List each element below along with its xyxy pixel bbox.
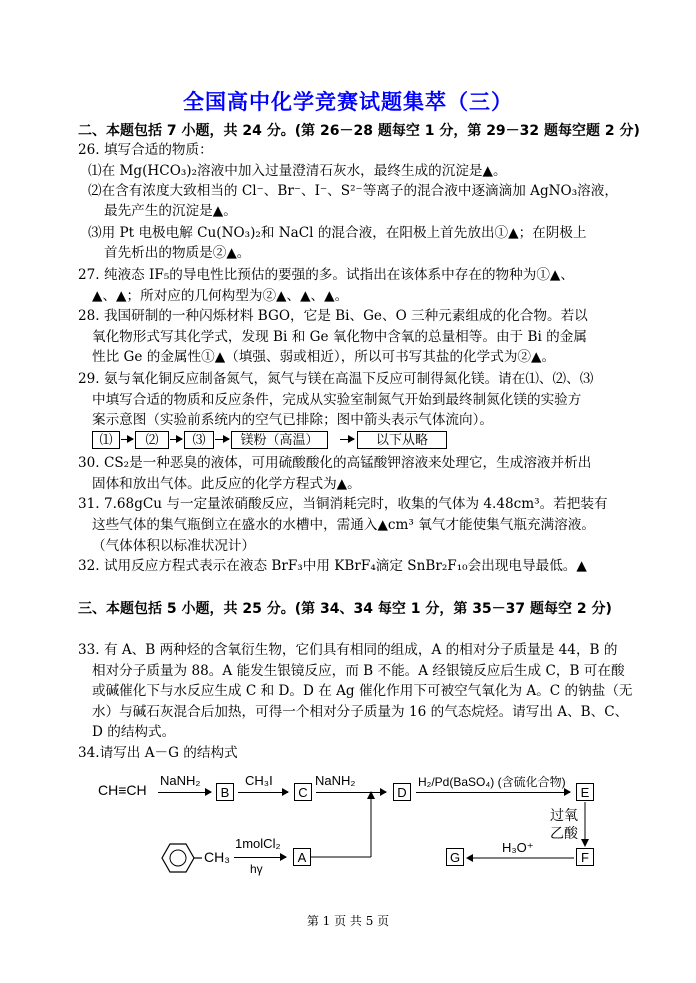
flow-arrow-1 — [121, 439, 133, 440]
page-title: 全国高中化学竞赛试题集萃（三） — [183, 90, 513, 114]
q29-line-3: 案示意图（实验前系统内的空气已排除；图中箭头表示气体流向）。 — [92, 412, 494, 428]
compound-a-box: A — [293, 848, 311, 866]
q30-line-1: 30. CS₂是一种恶臭的液体，可用硫酸酸化的高锰酸钾溶液来处理它，生成溶液并析出 — [78, 455, 592, 471]
section-2-header: 二、本题包括 7 小题，共 24 分。(第 26－28 题每空 1 分，第 29－32 题每空题 2 分) — [78, 123, 640, 139]
reagent-peracetic-2: 乙酸 — [550, 825, 578, 841]
q33-line-4: 水）与碱石灰混合后加热，可得一个相对分子质量为 16 的气态烷烃。请写出 A、B、C、 — [92, 704, 629, 720]
q28-line-2: 氧化物形式写其化学式，发现 Bi 和 Ge 氧化物中含氧的总量相等。由于 Bi 的金属 — [92, 329, 587, 345]
arrow-to-g — [466, 852, 576, 864]
flow-box-2: ⑵ — [135, 431, 169, 449]
q27-line-2: ▲、▲；所对应的几何构型为②▲、▲、▲。 — [92, 288, 349, 304]
flow-arrow-4 — [340, 439, 354, 440]
q31-line-3: （气体体积以标准状况计） — [92, 538, 256, 554]
compound-g-box: G — [446, 848, 464, 866]
reagent-lindlar: H₂/Pd(BaSO₄) (含硫化合物) — [418, 775, 566, 789]
q29-line-1: 29. 氨与氧化铜反应制备氮气，氮气与镁在高温下反应可制得氮化镁。请在⑴、⑵、⑶ — [78, 371, 594, 387]
arrow-to-b — [158, 792, 211, 793]
arrow-to-c — [238, 792, 288, 793]
flow-arrow-2 — [170, 439, 182, 440]
q26-line-3: ⑵在含有浓度大致相当的 Cl⁻、Br⁻、I⁻、S²⁻等离子的混合液中逐滴滴加 AgNO₃溶液， — [88, 183, 618, 199]
q28-line-1: 28. 我国研制的一种闪烁材料 BGO，它是 Bi、Ge、O 三种元素组成的化合物。若以 — [78, 308, 588, 324]
q31-line-1: 31. 7.68gCu 与一定量浓硝酸反应，当铜消耗完时，收集的气体为 4.48cm³。若把装有 — [78, 496, 608, 512]
flow-box-magnesium: 镁粉（高温） — [231, 431, 328, 449]
reagent-nanh2-1: NaNH₂ — [160, 773, 201, 788]
flow-box-1: ⑴ — [92, 431, 120, 449]
section-3-header: 三、本题包括 5 小题，共 25 分。(第 34、34 每空 1 分，第 35－37 题每空 2 分) — [78, 601, 612, 617]
q33-line-5: D 的结构式。 — [92, 724, 176, 740]
arrow-to-a — [234, 857, 286, 858]
q26-line-4: 最先产生的沉淀是▲。 — [104, 203, 237, 219]
flow-box-rest: 以下从略 — [357, 431, 447, 449]
compound-d-box: D — [393, 783, 411, 801]
q31-line-2: 这些气体的集气瓶倒立在盛水的水槽中，需通入▲cm³ 氧气才能使集气瓶充满溶液。 — [92, 517, 595, 533]
arrow-to-f — [579, 802, 591, 848]
q26-line-1: 26. 填写合适的物质： — [78, 142, 213, 158]
q34-line-1: 34.请写出 A－G 的结构式 — [78, 745, 238, 761]
arrow-a-to-d — [311, 786, 381, 862]
acetylene-label: CH≡CH — [98, 782, 147, 798]
compound-e-box: E — [576, 783, 594, 801]
compound-b-box: B — [216, 783, 234, 801]
reagent-cl2: 1molCl₂ — [235, 836, 281, 851]
q33-line-2: 相对分子质量为 88。A 能发生银镜反应，而 B 不能。A 经银镜反应后生成 C，B 可在酸 — [92, 663, 625, 679]
q33-line-3: 或碱催化下与水反应生成 C 和 D。D 在 Ag 催化作用下可被空气氧化为 A。C 的钠盐（无 — [92, 683, 633, 699]
reagent-ch3i: CH₃I — [245, 773, 273, 788]
benzene-ring-icon — [160, 841, 202, 875]
page-footer: 第 1 页 共 5 页 — [306, 914, 390, 928]
q29-line-2: 中填写合适的物质和反应条件，完成从实验室制氮气开始到最终制氮化镁的实验方 — [92, 392, 582, 408]
q26-line-5: ⑶用 Pt 电极电解 Cu(NO₃)₂和 NaCl 的混合液，在阳极上首先放出①▲；在阴极上 — [88, 225, 587, 241]
q27-line-1: 27. 纯液态 IF₅的导电性比预估的要强的多。试指出在该体系中存在的物种为①▲、 — [78, 267, 574, 283]
compound-f-box: F — [576, 848, 594, 866]
reagent-h3o: H₃O⁺ — [502, 840, 534, 855]
arrow-to-e — [416, 792, 570, 793]
q32-line-1: 32. 试用反应方程式表示在液态 BrF₃中用 KBrF₄滴定 SnBr₂F₁₀会出现电导最低。▲ — [78, 558, 587, 574]
q28-line-3: 性比 Ge 的金属性①▲（填强、弱或相近），所以可书写其盐的化学式为②▲。 — [92, 349, 556, 365]
q26-line-2: ⑴在 Mg(HCO₃)₂溶液中加入过量澄清石灰水，最终生成的沉淀是▲。 — [88, 163, 507, 179]
methyl-label: CH₃ — [204, 849, 230, 865]
q33-line-1: 33. 有 A、B 两种烃的含氧衍生物，它们具有相同的组成，A 的相对分子质量是 44，B 的 — [78, 642, 618, 658]
flow-box-3: ⑶ — [184, 431, 214, 449]
reagent-nanh2-2: NaNH₂ — [315, 773, 356, 788]
reagent-peracetic-1: 过氧 — [550, 807, 578, 823]
flow-arrow-3 — [215, 439, 229, 440]
q26-line-6: 首先析出的物质是②▲。 — [104, 245, 251, 261]
q30-line-2: 固体和放出气体。此反应的化学方程式为▲。 — [92, 476, 361, 492]
compound-c-box: C — [294, 783, 312, 801]
reagent-light: hγ — [250, 862, 263, 876]
